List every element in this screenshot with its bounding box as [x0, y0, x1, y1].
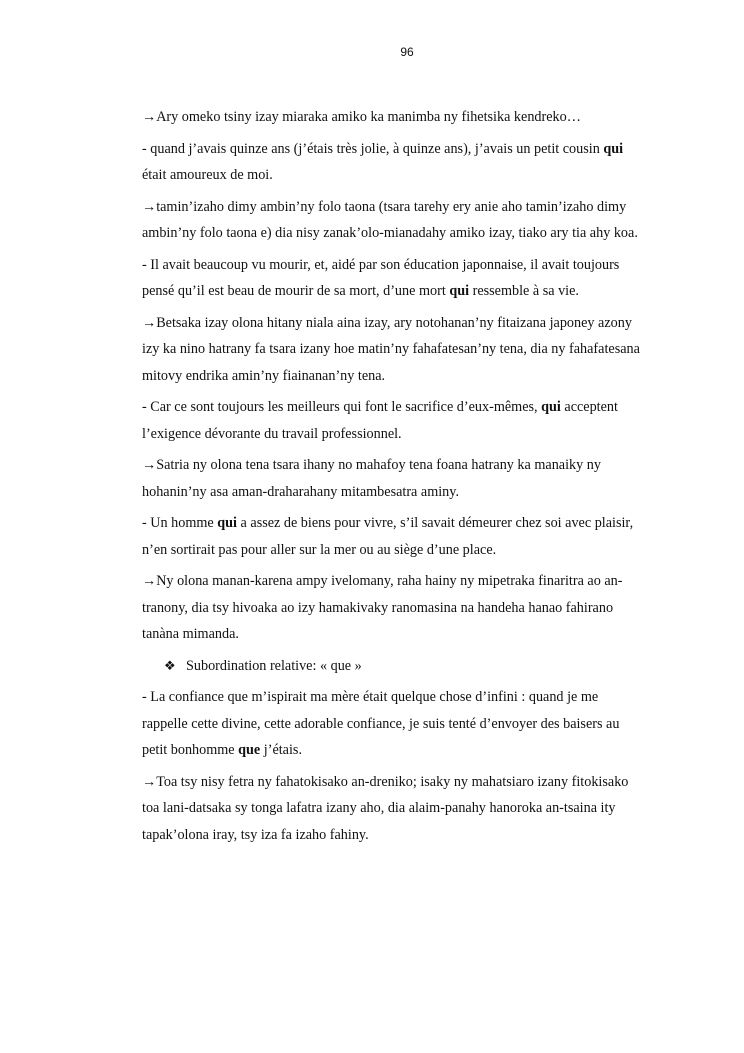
text-line: tranony, dia tsy hivoaka ao izy hamakivaky ranomasina na handeha hanao fahirano	[142, 599, 614, 616]
page-number: 96	[400, 45, 414, 59]
paragraph-malagasy-2	[142, 194, 676, 247]
text-line: tanàna mimanda.	[142, 626, 239, 642]
text-line	[142, 394, 676, 421]
text-line: hohanin’ny asa aman-draharahany mitambesatra aminy.	[142, 483, 459, 500]
text-run: acceptent	[560, 399, 618, 415]
text-line: →tamin’izaho dimy ambin’ny folo taona (tsara tarehy ery anie aho tamin’izaho dimy	[142, 198, 627, 215]
highlighted-relative-pronoun: que	[238, 742, 261, 758]
text-line: →Satria ny olona tena tsara ihany no mahafoy tena foana hatrany ka manaiky ny	[142, 457, 601, 473]
paragraph-french-1	[142, 136, 676, 189]
text-run: - Un homme	[142, 515, 218, 531]
text-line: izy ka nino hatrany fa tsara izany hoe matin’ny fahafatesan’ny tena, dia ny fahafatesana	[142, 341, 640, 357]
text-line: n’en sortirait pas pour aller sur la mer ou au siège d’une place.	[142, 541, 497, 558]
paragraph-french-5	[142, 684, 676, 764]
highlighted-relative-pronoun: qui	[603, 140, 624, 157]
text-line: l’exigence dévorante du travail professionnel.	[142, 425, 402, 442]
paragraph-french-3	[142, 394, 676, 447]
text-line: - Il avait beaucoup vu mourir, et, aidé par son éducation japonnaise, il avait toujours	[142, 256, 620, 273]
paragraph-malagasy-4	[142, 452, 676, 505]
highlighted-relative-pronoun: qui	[217, 515, 237, 531]
paragraph-malagasy-1	[142, 104, 676, 131]
highlighted-relative-pronoun: qui	[449, 283, 470, 299]
text-line: ambin’ny folo taona e) dia nisy zanak’olo-mianadahy amiko izay, tiako ary tia ahy koa.	[142, 225, 638, 241]
section-heading	[142, 653, 676, 680]
text-line: →Ary omeko tsiny izay miaraka amiko ka manimba ny fihetsika kendreko…	[142, 109, 581, 125]
text-run: petit bonhomme	[142, 742, 239, 758]
text-run: - quand j’avais quinze ans (j’étais très jolie, à quinze ans), j’avais un petit cousin	[142, 140, 604, 157]
text-line	[142, 510, 676, 537]
paragraph-french-2	[142, 252, 676, 305]
text-run: j’étais.	[260, 742, 302, 758]
text-run: pensé qu’il est beau de mourir de sa mort, d’une mort	[142, 283, 450, 299]
text-line: mitovy endrika amin’ny fiainanan’ny tena.	[142, 367, 386, 384]
text-line: toa lani-datsaka sy tonga lafatra izany aho, dia alaim-panahy hanoroka an-tsaina ity	[142, 800, 616, 816]
text-line: - La confiance que m’ispirait ma mère était quelque chose d’infini : quand je me	[142, 689, 599, 705]
text-line: →Ny olona manan-karena ampy ivelomany, raha hainy ny mipetraka finaritra ao an-	[142, 573, 623, 589]
text-line	[142, 136, 676, 163]
paragraph-french-4	[142, 510, 676, 563]
paragraph-malagasy-3	[142, 310, 676, 390]
text-run: - Car ce sont toujours les meilleurs qui font le sacrifice d’eux-mêmes,	[142, 399, 542, 415]
text-line: rappelle cette divine, cette adorable confiance, je suis tenté d’envoyer des baisers au	[142, 715, 620, 732]
diamond-bullet-icon: ❖	[164, 657, 176, 673]
text-line: était amoureux de moi.	[142, 167, 273, 183]
text-line	[142, 278, 676, 305]
paragraph-malagasy-6	[142, 769, 676, 849]
highlighted-relative-pronoun: qui	[541, 399, 561, 415]
text-line	[142, 737, 676, 764]
paragraph-malagasy-5	[142, 568, 676, 648]
text-line: tapak’olona iray, tsy iza fa izaho fahiny.	[142, 826, 369, 843]
text-line: →Betsaka izay olona hitany niala aina izay, ary notohanan’ny fitaizana japoney azony	[142, 314, 632, 331]
section-heading-text: Subordination relative: « que »	[186, 657, 362, 674]
document-body	[142, 104, 676, 853]
text-run: ressemble à sa vie.	[469, 283, 579, 299]
text-run: a assez de biens pour vivre, s’il savait démeurer chez soi avec plaisir,	[237, 515, 634, 531]
text-line: →Toa tsy nisy fetra ny fahatokisako an-dreniko; isaky ny mahatsiaro izany fitokisako	[142, 773, 629, 790]
